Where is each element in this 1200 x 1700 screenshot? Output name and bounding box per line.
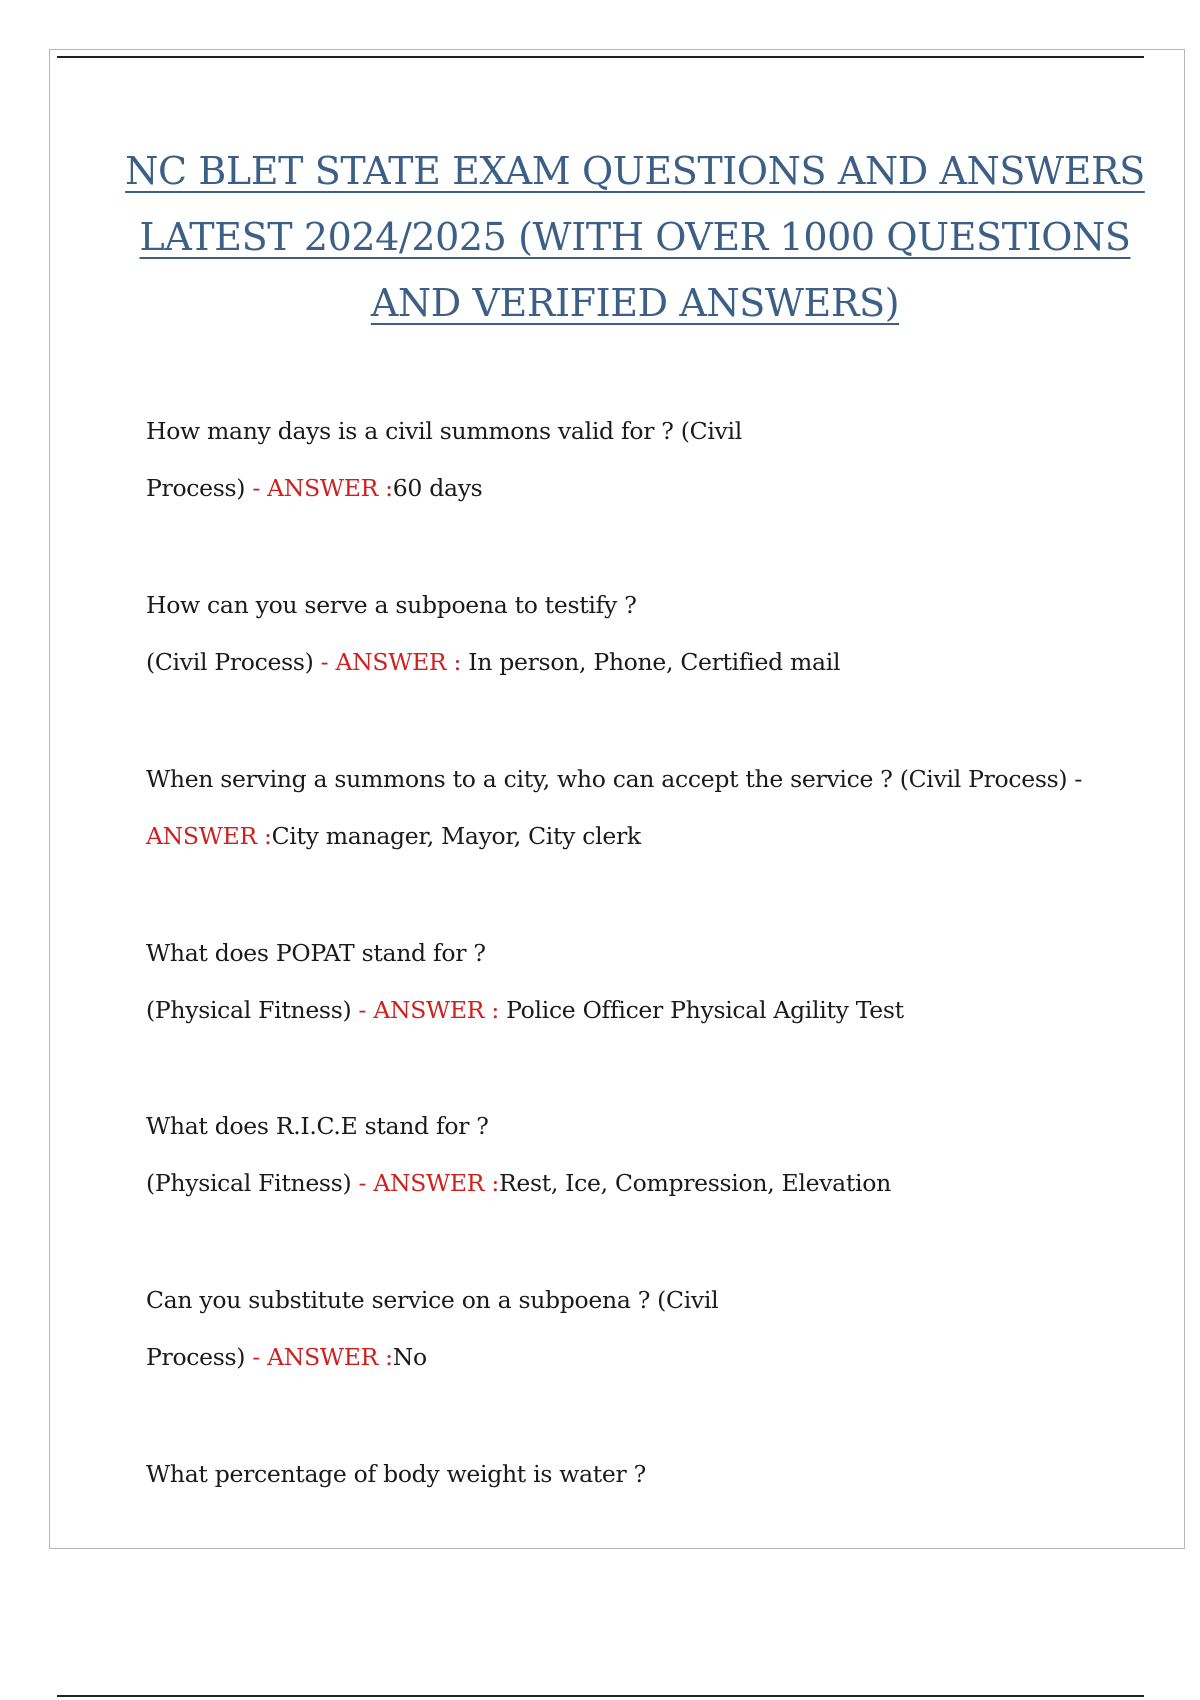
qa-item	[146, 403, 1066, 517]
answer-separator: -	[351, 1169, 374, 1197]
question-answer-line	[146, 460, 1066, 517]
question-line: What does R.I.C.E stand for ?	[146, 1112, 489, 1140]
answer-text: Rest, Ice, Compression, Elevation	[498, 1169, 891, 1197]
title-line-1: NC BLET STATE EXAM QUESTIONS AND ANSWERS	[125, 149, 1145, 193]
question-line: How can you serve a subpoena to testify ?	[146, 591, 637, 619]
top-rule	[57, 56, 1144, 58]
question-answer-line	[146, 808, 1066, 865]
answer-text: No	[392, 1343, 427, 1371]
answer-label: ANSWER :	[267, 474, 393, 502]
qa-item	[146, 1272, 1066, 1386]
answer-label: ANSWER :	[146, 822, 272, 850]
answer-separator: -	[245, 474, 268, 502]
question-answer-line	[146, 982, 1066, 1039]
answer-text: 60 days	[392, 474, 483, 502]
question-line: Can you substitute service on a subpoena ? (Civil	[146, 1286, 719, 1314]
question-continuation: Process)	[146, 1343, 246, 1371]
question-answer-line	[146, 634, 1066, 691]
answer-label: ANSWER :	[267, 1343, 393, 1371]
answer-label: ANSWER :	[373, 1169, 499, 1197]
answer-separator: -	[351, 996, 374, 1024]
question-line: How many days is a civil summons valid for ? (Civil	[146, 417, 742, 445]
title-line-2: LATEST 2024/2025 (WITH OVER 1000 QUESTIONS	[139, 215, 1131, 259]
qa-item	[146, 1446, 1066, 1503]
answer-text: City manager, Mayor, City clerk	[271, 822, 641, 850]
question-continuation: (Physical Fitness)	[146, 996, 352, 1024]
question-answer-line	[146, 1329, 1066, 1386]
answer-text: In person, Phone, Certified mail	[468, 648, 841, 676]
qa-item	[146, 925, 1066, 1039]
question-line: What does POPAT stand for ?	[146, 939, 486, 967]
question-line: When serving a summons to a city, who can accept the service ? (Civil Process) -	[146, 765, 1083, 793]
qa-item	[146, 577, 1066, 691]
qa-item	[146, 751, 1083, 865]
bottom-rule	[57, 1695, 1144, 1697]
question-answer-line	[146, 1155, 1066, 1212]
answer-label: ANSWER :	[373, 996, 499, 1024]
question-continuation: (Physical Fitness)	[146, 1169, 352, 1197]
answer-separator: -	[245, 1343, 268, 1371]
qa-item	[146, 1098, 1066, 1212]
title-line-3: AND VERIFIED ANSWERS)	[370, 281, 900, 325]
question-continuation: Process)	[146, 474, 246, 502]
document-title	[120, 138, 1150, 336]
question-line: What percentage of body weight is water ?	[146, 1460, 646, 1488]
question-continuation: (Civil Process)	[146, 648, 314, 676]
answer-text: Police Officer Physical Agility Test	[506, 996, 904, 1024]
answer-separator: -	[313, 648, 336, 676]
answer-label: ANSWER :	[335, 648, 462, 676]
